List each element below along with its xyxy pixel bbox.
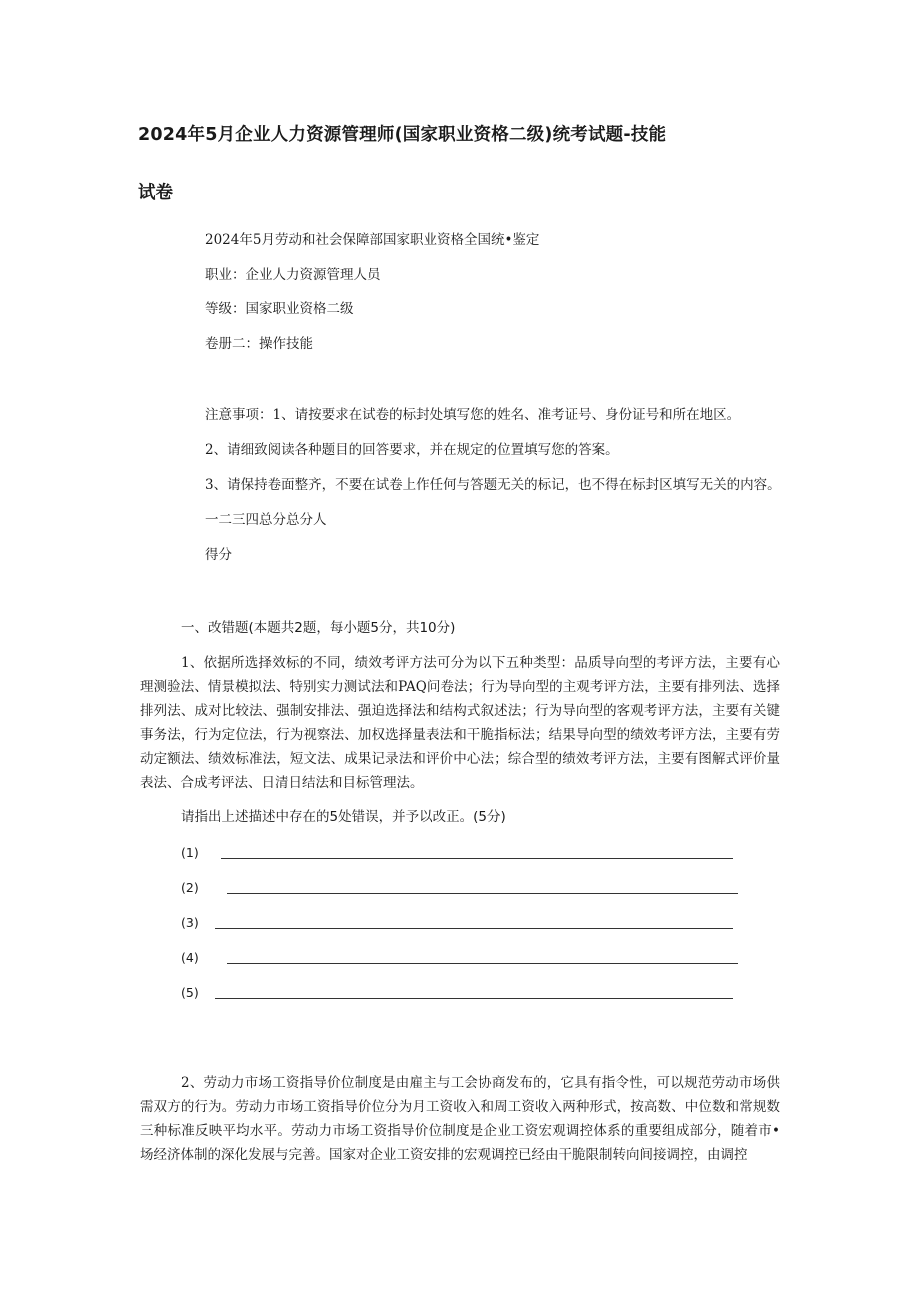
answer-blank[interactable] bbox=[227, 963, 738, 964]
score-table-header: 一二三四总分总分人 bbox=[205, 512, 327, 528]
notice-1: 注意事项：1、请按要求在试卷的标封处填写您的姓名、准考证号、身份证号和所在地区。 bbox=[205, 407, 741, 423]
answer-number: (1) bbox=[181, 845, 199, 860]
question-2-text: 2、劳动力市场工资指导价位制度是由雇主与工会协商发布的，它具有指令性，可以规范劳动市场供需双方的行为。劳动力市场工资指导价位分为月工资收入和周工资收入两种形式，按高数、中位数和常规数三种标准反映平均水平。劳动力市场工资指导价位制度是企业工资宏观调控体系的重要组成部分，随着市•场经济体制的深化发展与完善。国家对企业工资安排的宏观调控已经由干脆限制转向间接调控，由调控 bbox=[140, 1075, 780, 1163]
score-label: 得分 bbox=[205, 547, 232, 563]
answer-number: (4) bbox=[181, 950, 199, 965]
answer-blank[interactable] bbox=[215, 998, 733, 999]
answer-row-4 bbox=[181, 948, 741, 968]
answer-number: (3) bbox=[181, 915, 199, 930]
answer-row-1 bbox=[181, 843, 741, 863]
answer-blank[interactable] bbox=[221, 858, 733, 859]
answer-blank[interactable] bbox=[215, 928, 733, 929]
level: 等级：国家职业资格二级 bbox=[205, 301, 354, 317]
answer-blank[interactable] bbox=[227, 893, 738, 894]
volume: 卷册二：操作技能 bbox=[205, 336, 313, 352]
document-title-continued: 试卷 bbox=[138, 183, 173, 203]
exam-session: 2024年5月劳动和社会保障部国家职业资格全国统•鉴定 bbox=[205, 232, 540, 248]
answer-number: (5) bbox=[181, 985, 199, 1000]
answer-row-2 bbox=[181, 878, 741, 898]
section-heading: 一、改错题(本题共2题，每小题5分，共10分) bbox=[181, 620, 456, 636]
notice-2: 2、请细致阅读各种题目的回答要求，并在规定的位置填写您的答案。 bbox=[205, 442, 619, 458]
document-title: 2024年5月企业人力资源管理师(国家职业资格二级)统考试题-技能 bbox=[138, 125, 667, 145]
answer-row-5 bbox=[181, 983, 741, 1003]
notice-3: 3、请保持卷面整齐，不要在试卷上作任何与答题无关的标记，也不得在标封区填写无关的内容。 bbox=[205, 477, 781, 493]
occupation: 职业：企业人力资源管理人员 bbox=[205, 267, 381, 283]
question-1-text: 1、依据所选择效标的不同，绩效考评方法可分为以下五种类型：品质导向型的考评方法，主要有心理测验法、情景模拟法、特别实力测试法和PAQ问卷法；行为导向型的主观考评方法，主要有排列法、选择排列法、成对比较法、强制安排法、强迫选择法和结构式叙述法；行为导向型的客观考评方法，主要有关键事务法，行为定位法，行为视察法、加权选择量表法和干脆指标法；结果导向型的绩效考评方法，主要有劳动定额法、绩效标准法，短文法、成果记录法和评价中心法；综合型的绩效考评方法，主要有图解式评价量表法、合成考评法、日清日结法和目标管理法。 bbox=[140, 655, 780, 791]
answer-number: (2) bbox=[181, 880, 199, 895]
answer-row-3 bbox=[181, 913, 741, 933]
question-1-prompt: 请指出上述描述中存在的5处错误，并予以改正。(5分) bbox=[181, 809, 506, 825]
